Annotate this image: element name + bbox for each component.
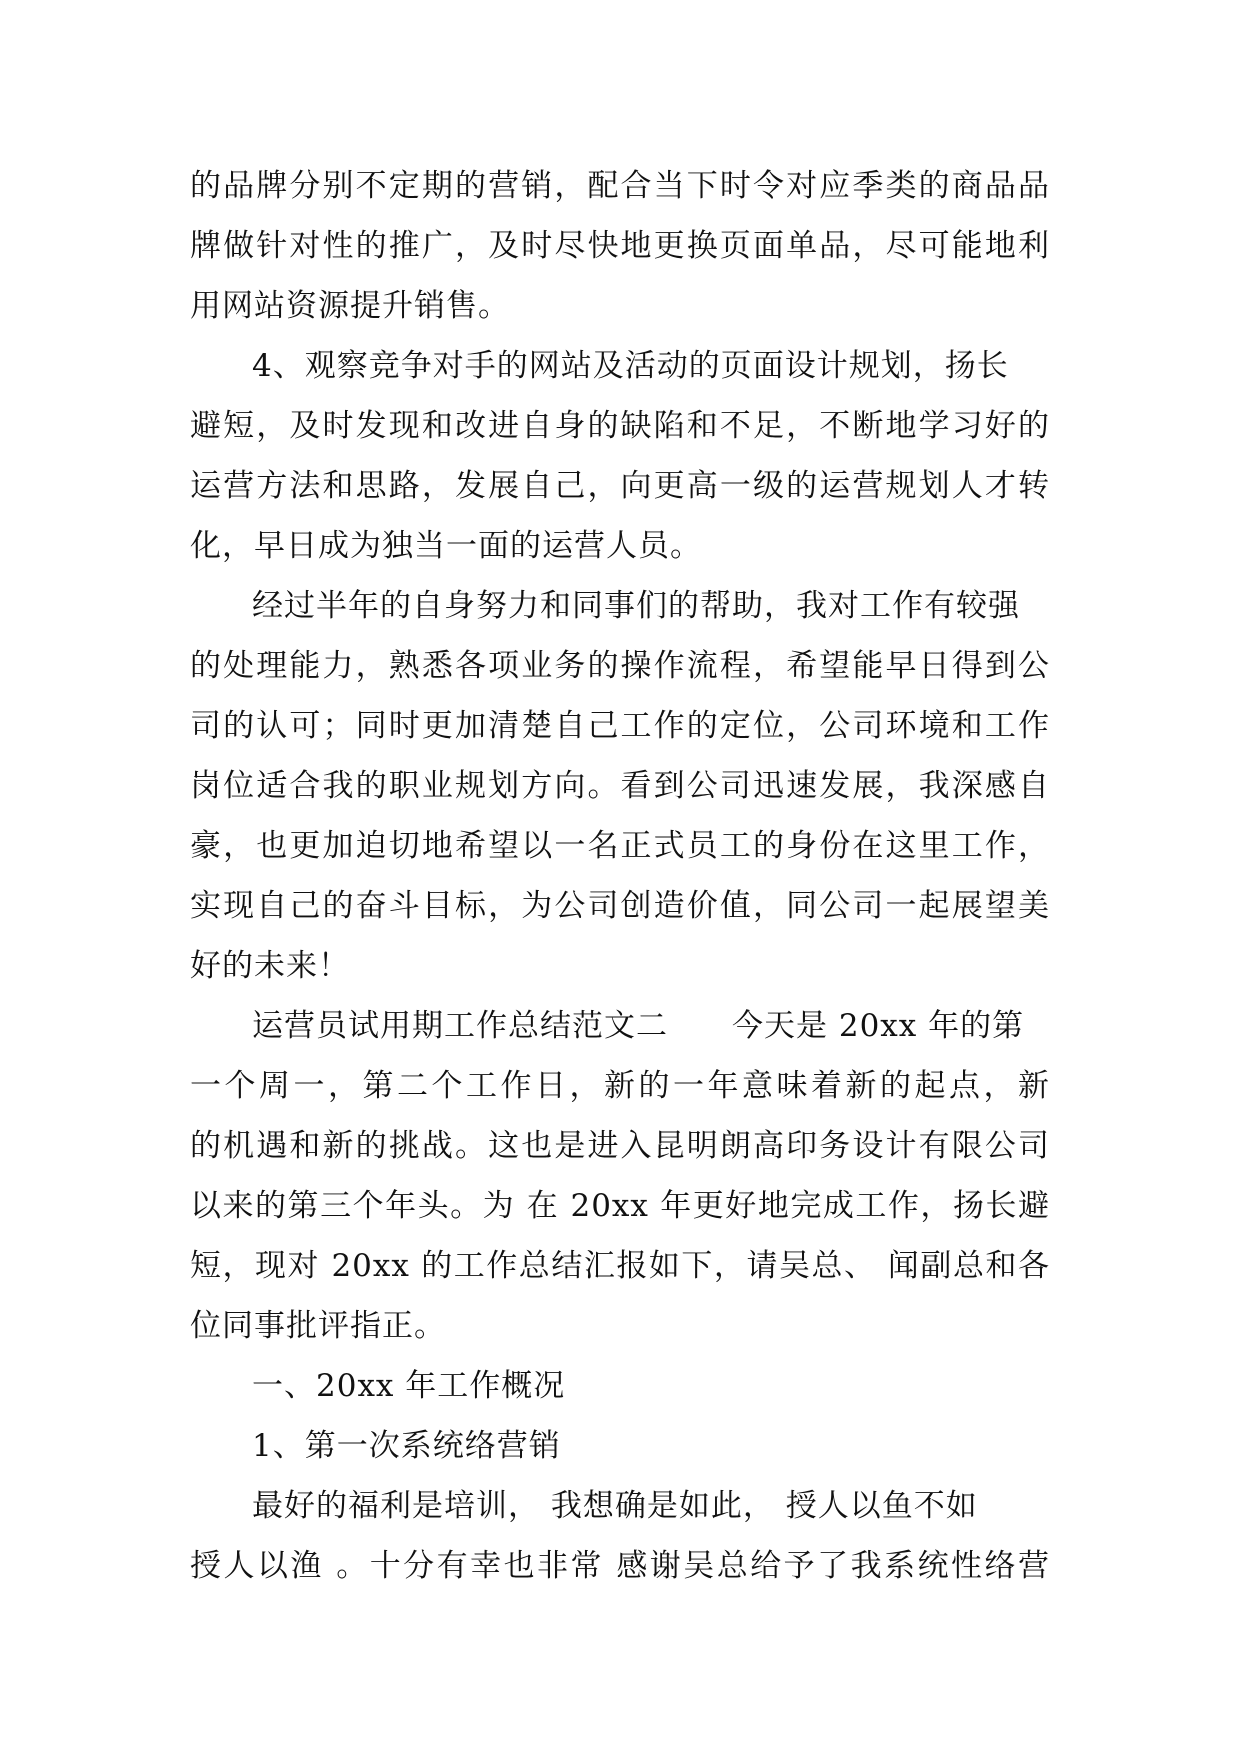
section-heading: 一、20xx 年工作概况 (252, 1368, 566, 1404)
paragraph-line: 的品牌分别不定期的营销，配合当下时令对应季类的商品品 (190, 168, 1050, 204)
paragraph-line: 一个周一，第二个工作日，新的一年意味着新的起点，新 (190, 1068, 1050, 1104)
paragraph-line: 授人以渔 。十分有幸也非常 感谢吴总给予了我系统性络营 (190, 1548, 1050, 1584)
document-body (190, 156, 1050, 1596)
paragraph-line: 4、观察竞争对手的网站及活动的页面设计规划，扬长 (252, 348, 1009, 384)
paragraph-line: 经过半年的自身努力和同事们的帮助，我对工作有较强 (252, 588, 1020, 624)
paragraph-line: 化，早日成为独当一面的运营人员。 (190, 528, 702, 564)
paragraph-line: 最好的福利是培训， 我想确是如此， 授人以鱼不如 (252, 1488, 978, 1524)
paragraph-line: 岗位适合我的职业规划方向。看到公司迅速发展，我深感自 (190, 768, 1050, 804)
paragraph-line: 避短，及时发现和改进自身的缺陷和不足，不断地学习好的 (190, 408, 1050, 444)
paragraph-line: 的机遇和新的挑战。这也是进入昆明朗高印务设计有限公司 (190, 1128, 1050, 1164)
paragraph-line: 好的未来！ (190, 948, 350, 984)
paragraph-line: 实现自己的奋斗目标，为公司创造价值，同公司一起展望美 (190, 888, 1050, 924)
subsection-heading: 1、第一次系统络营销 (252, 1428, 561, 1464)
paragraph-line: 豪，也更加迫切地希望以一名正式员工的身份在这里工作， (190, 828, 1050, 864)
paragraph-line: 牌做针对性的推广，及时尽快地更换页面单品，尽可能地利 (190, 228, 1050, 264)
paragraph-line: 短，现对 20xx 的工作总结汇报如下，请吴总、 闻副总和各 (190, 1248, 1050, 1284)
paragraph-line: 的处理能力，熟悉各项业务的操作流程，希望能早日得到公 (190, 648, 1050, 684)
paragraph-line: 以来的第三个年头。为 在 20xx 年更好地完成工作，扬长避 (190, 1188, 1050, 1224)
paragraph-line: 运营员试用期工作总结范文二 今天是 20xx 年的第 (252, 1008, 1025, 1044)
paragraph-line: 用网站资源提升销售。 (190, 288, 510, 324)
paragraph-line: 位同事批评指正。 (190, 1308, 446, 1344)
paragraph-line: 司的认可；同时更加清楚自己工作的定位，公司环境和工作 (190, 708, 1050, 744)
paragraph-line: 运营方法和思路，发展自己，向更高一级的运营规划人才转 (190, 468, 1050, 504)
